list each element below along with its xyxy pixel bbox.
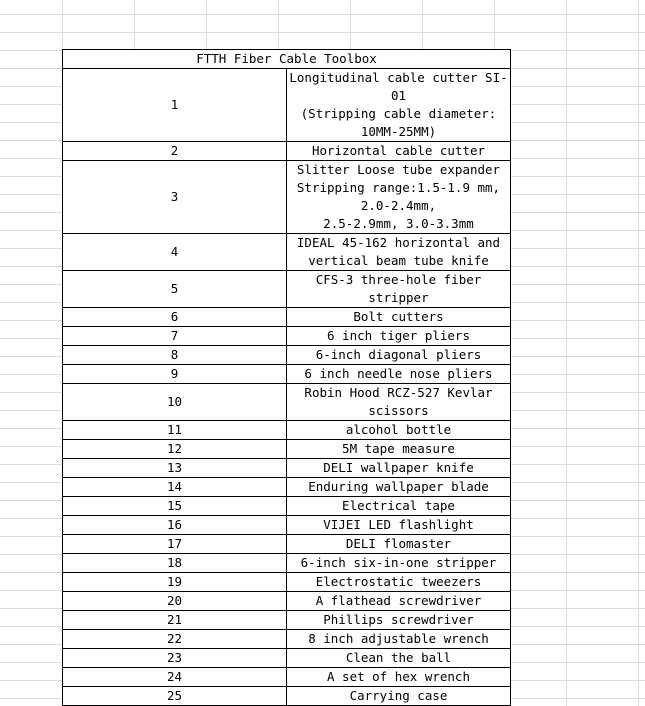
item-number-cell[interactable]: 3 (63, 161, 287, 234)
item-number-cell[interactable]: 11 (63, 421, 287, 440)
table-row (63, 161, 511, 234)
item-number-cell[interactable]: 4 (63, 234, 287, 271)
item-name-cell[interactable]: 6-inch diagonal pliers (287, 346, 511, 365)
table-row (63, 516, 511, 535)
table-row (63, 554, 511, 573)
item-name-cell[interactable]: Clean the ball (287, 649, 511, 668)
item-number-cell[interactable]: 14 (63, 478, 287, 497)
table-row (63, 365, 511, 384)
item-number-cell[interactable]: 15 (63, 497, 287, 516)
item-name-cell[interactable]: A flathead screwdriver (287, 592, 511, 611)
table-row (63, 234, 511, 271)
table-row (63, 459, 511, 478)
item-name-cell[interactable]: Robin Hood RCZ-527 Kevlar scissors (287, 384, 511, 421)
item-name-cell[interactable]: Electrostatic tweezers (287, 573, 511, 592)
table-row (63, 611, 511, 630)
item-name-cell[interactable]: 6 inch needle nose pliers (287, 365, 511, 384)
table-row (63, 440, 511, 459)
table-row (63, 421, 511, 440)
table-row (63, 630, 511, 649)
item-number-cell[interactable]: 9 (63, 365, 287, 384)
item-name-cell[interactable]: 6 inch tiger pliers (287, 327, 511, 346)
table-row (63, 142, 511, 161)
item-number-cell[interactable]: 19 (63, 573, 287, 592)
item-number-cell[interactable]: 2 (63, 142, 287, 161)
item-number-cell[interactable]: 24 (63, 668, 287, 687)
table-row (63, 649, 511, 668)
item-name-cell[interactable]: A set of hex wrench (287, 668, 511, 687)
item-name-cell[interactable]: Longitudinal cable cutter SI-01 (Stripping cable diameter: 10MM-25MM) (287, 69, 511, 142)
item-name-cell[interactable]: Electrical tape (287, 497, 511, 516)
item-number-cell[interactable]: 6 (63, 308, 287, 327)
item-name-cell[interactable]: DELI flomaster (287, 535, 511, 554)
item-number-cell[interactable]: 23 (63, 649, 287, 668)
item-number-cell[interactable]: 8 (63, 346, 287, 365)
table-row (63, 69, 511, 142)
table-title[interactable]: FTTH Fiber Cable Toolbox (63, 50, 511, 69)
table-row (63, 478, 511, 497)
item-name-cell[interactable]: Horizontal cable cutter (287, 142, 511, 161)
item-name-cell[interactable]: Slitter Loose tube expander Stripping range:1.5-1.9 mm, 2.0-2.4mm, 2.5-2.9mm, 3.0-3.3mm (287, 161, 511, 234)
item-number-cell[interactable]: 5 (63, 271, 287, 308)
item-number-cell[interactable]: 21 (63, 611, 287, 630)
item-name-cell[interactable]: CFS-3 three-hole fiber stripper (287, 271, 511, 308)
item-name-cell[interactable]: 6-inch six-in-one stripper (287, 554, 511, 573)
item-number-cell[interactable]: 7 (63, 327, 287, 346)
item-number-cell[interactable]: 18 (63, 554, 287, 573)
item-name-cell[interactable]: IDEAL 45-162 horizontal and vertical beam tube knife (287, 234, 511, 271)
table-row (63, 271, 511, 308)
item-name-cell[interactable]: DELI wallpaper knife (287, 459, 511, 478)
item-number-cell[interactable]: 13 (63, 459, 287, 478)
item-name-cell[interactable]: Bolt cutters (287, 308, 511, 327)
table-row (63, 346, 511, 365)
toolbox-table (62, 49, 511, 706)
item-name-cell[interactable]: 8 inch adjustable wrench (287, 630, 511, 649)
table-row (63, 308, 511, 327)
item-number-cell[interactable]: 20 (63, 592, 287, 611)
item-number-cell[interactable]: 25 (63, 687, 287, 706)
item-number-cell[interactable]: 12 (63, 440, 287, 459)
table-row (63, 535, 511, 554)
item-number-cell[interactable]: 17 (63, 535, 287, 554)
item-name-cell[interactable]: VIJEI LED flashlight (287, 516, 511, 535)
table-row (63, 687, 511, 706)
item-number-cell[interactable]: 10 (63, 384, 287, 421)
table-row (63, 592, 511, 611)
item-number-cell[interactable]: 1 (63, 69, 287, 142)
title-row (63, 50, 511, 69)
table-row (63, 668, 511, 687)
table-row (63, 327, 511, 346)
table-row (63, 384, 511, 421)
item-name-cell[interactable]: Phillips screwdriver (287, 611, 511, 630)
table-row (63, 497, 511, 516)
item-number-cell[interactable]: 16 (63, 516, 287, 535)
table-row (63, 573, 511, 592)
item-name-cell[interactable]: Carrying case (287, 687, 511, 706)
item-number-cell[interactable]: 22 (63, 630, 287, 649)
item-name-cell[interactable]: 5M tape measure (287, 440, 511, 459)
item-name-cell[interactable]: alcohol bottle (287, 421, 511, 440)
item-name-cell[interactable]: Enduring wallpaper blade (287, 478, 511, 497)
